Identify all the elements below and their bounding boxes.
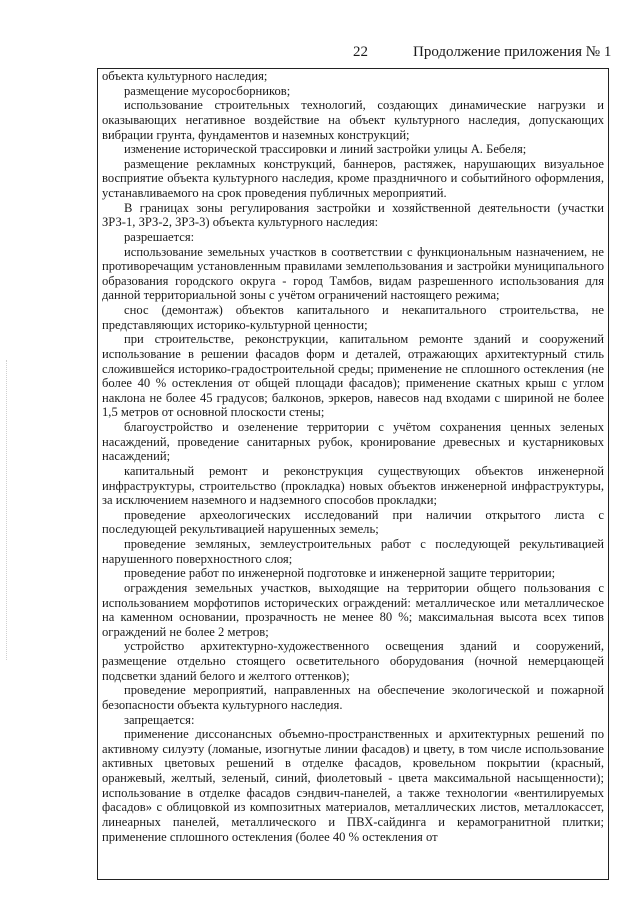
- paragraph: благоустройство и озеленение территории с учётом сохранения ценных зеленых насаждений, проведение санитарных рубок, кронирование древесных и кустарниковых насаждений;: [102, 420, 604, 464]
- paragraph: В границах зоны регулирования застройки и хозяйственной деятельности (участки ЗРЗ-1, ЗРЗ-2, ЗРЗ-3) объекта культурного наследия:: [102, 200, 604, 230]
- paragraph: размещение мусоросборников;: [124, 83, 291, 98]
- page-header: [0, 44, 640, 66]
- paragraph: использование строительных технологий, создающих динамические нагрузки и оказывающих негативное воздействие на объект культурного наследия, допускающих вибрации грунта, фундаментов и наземных конструкций;: [102, 98, 604, 142]
- document-frame: [97, 68, 609, 880]
- paragraph: изменение исторической трассировки и линий застройки улицы А. Бебеля;: [124, 142, 527, 157]
- paragraph: капитальный ремонт и реконструкция существующих объектов инженерной инфраструктуры, строительство (прокладка) новых объектов инженерной инфраструктуры, за исключением наземного и надземного способов прокладки;: [102, 463, 604, 508]
- paragraph: при строительстве, реконструкции, капитальном ремонте зданий и сооружений использование в решении фасадов форм и деталей, отражающих архитектурный стиль сложившейся историко-градостроительной среды; применение не сплошного остекления (не более 40 % остекления от общей площади фасадов); применение скатных крыш с углом наклона не более 45 градусов; балконов, эркеров, навесов над входами с шириной не более 1,5 метров от основной плоскости стены;: [102, 332, 604, 420]
- paragraph: проведение работ по инженерной подготовке и инженерной защите территории;: [124, 566, 556, 581]
- paragraph: объекта культурного наследия;: [102, 69, 268, 83]
- paragraph: проведение мероприятий, направленных на обеспечение экологической и пожарной безопасности объекта культурного наследия.: [102, 683, 604, 712]
- paragraph: снос (демонтаж) объектов капитального и некапитального строительства, не представляющих историко-культурной ценности;: [102, 303, 604, 332]
- paragraph: проведение земляных, землеустроительных работ с последующей рекультивацией нарушенного поверхностного слоя;: [102, 537, 604, 566]
- paragraph: ограждения земельных участков, выходящие на территории общего пользования с использованием морфотипов исторических ограждений: металлическое или металлическое на каменном основании, прозрачность не менее 80 %; максимальная высота всех типов ограждений не более 2 метров;: [102, 580, 604, 639]
- document-body: [98, 69, 608, 844]
- paragraph: разрешается:: [124, 229, 195, 244]
- paragraph: использование земельных участков в соответствии с функциональным назначением, не противоречащим установленным правилами землепользования и застройки муниципального образования городского округа - город Тамбов, видам разрешенного использования для данной территориальной зоны с учётом ограничений настоящего режима;: [102, 244, 604, 303]
- scan-margin-mark: [6, 360, 11, 660]
- paragraph: проведение археологических исследований при наличии открытого листа с последующей рекультивацией нарушенных земель;: [102, 507, 604, 537]
- page-number: 22: [353, 44, 368, 60]
- paragraph: размещение рекламных конструкций, баннеров, растяжек, нарушающих визуальное восприятие объекта культурного наследия, кроме праздничного и событийного оформления, устанавливаемого на срок проведения публичных мероприятий.: [102, 156, 604, 200]
- paragraph: запрещается:: [124, 712, 195, 727]
- continuation-label: Продолжение приложения № 1: [413, 44, 612, 60]
- paragraph: устройство архитектурно-художественного освещения зданий и сооружений, размещение отдельно стоящего осветительного оборудования (ночной немерцающей подсветки зданий белого и желтого оттенков);: [102, 639, 604, 683]
- paragraph: применение диссонансных объемно-пространственных и архитектурных решений по активному силуэту (ломаные, изогнутые линии фасадов) и цвету, в том числе использование активных цветовых решений в отделке фасадов, кровельном покрытии (красный, оранжевый, желтый, зеленый, синий, фиолетовый - цвета максимальной насыщенности); использование в отделке фасадов сэндвич-панелей, а также технологии «вентилируемых фасадов» с облицовкой из композитных материалов, металлических листов, металлокассет, линеарных панелей, металлического и ПВХ-сайдинга и керамогранитной плитки; применение сплошного остекления (более 40 % остекления от: [102, 727, 604, 844]
